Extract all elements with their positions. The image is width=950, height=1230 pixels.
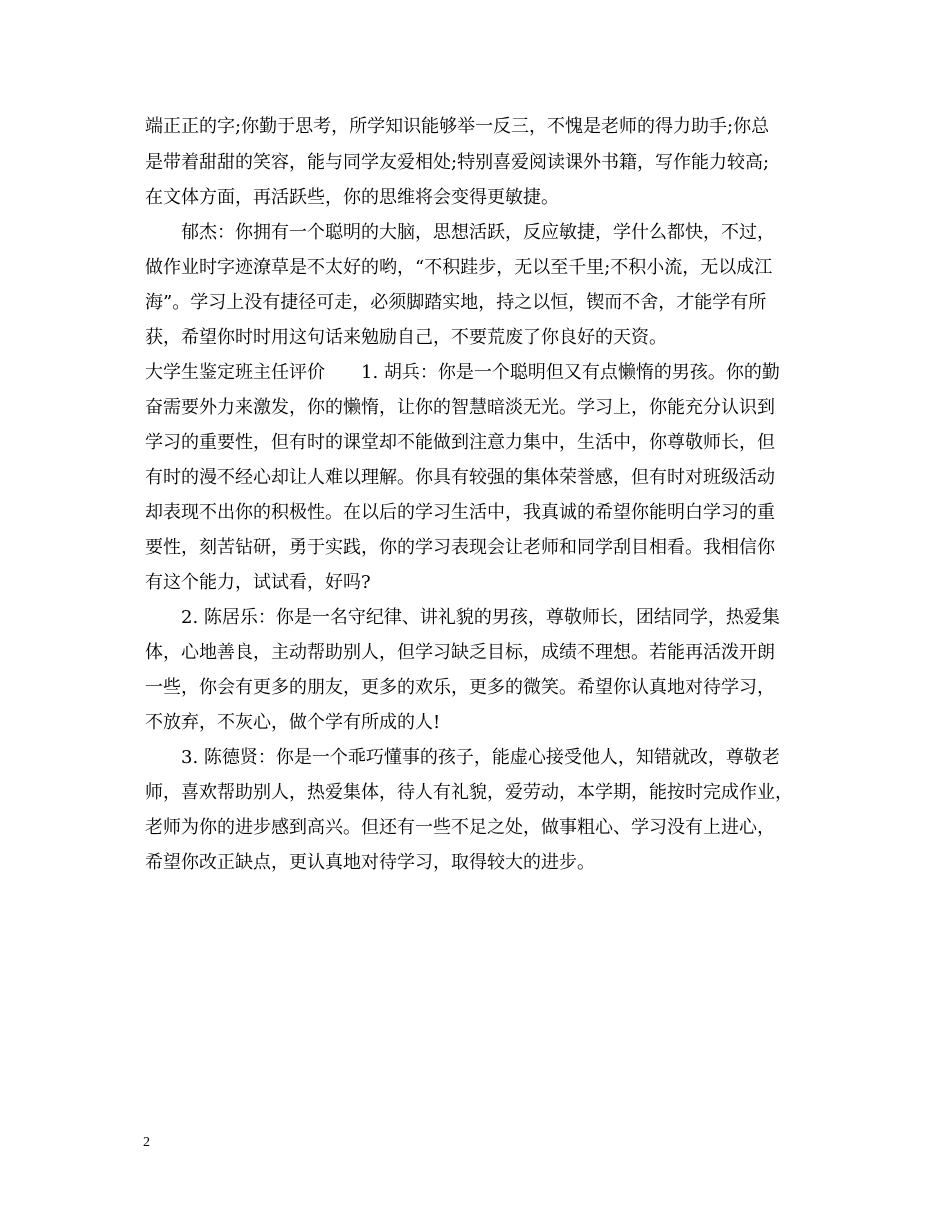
text-line: 3. 陈德贤：你是一个乖巧懂事的孩子，能虚心接受他人，知错就改，尊敬老 (145, 747, 780, 768)
text-line: 获，希望你时时用这句话来勉励自己，不要荒废了你良好的天资。 (145, 327, 667, 348)
text-line: 2. 陈居乐：你是一名守纪律、讲礼貌的男孩，尊敬师长，团结同学，热爱集 (145, 607, 780, 628)
text-line: 希望你改正缺点，更认真地对待学习，取得较大的进步。 (145, 852, 595, 873)
text-line: 不放弃，不灰心，做个学有所成的人! (145, 712, 441, 733)
text-line: 郁杰：你拥有一个聪明的大脑，思想活跃，反应敏捷，学什么都快，不过， (145, 222, 775, 243)
page-number: 2 (143, 1135, 150, 1150)
text-line: 却表现不出你的积极性。在以后的学习生活中，我真诚的希望你能明白学习的重 (145, 502, 775, 523)
text-line: 有这个能力，试试看，好吗? (145, 572, 371, 593)
text-line: 要性，刻苦钻研，勇于实践，你的学习表现会让老师和同学刮目相看。我相信你 (145, 537, 775, 558)
text-line: 一些，你会有更多的朋友，更多的欢乐，更多的微笑。希望你认真地对待学习， (145, 677, 775, 698)
text-line: 老师为你的进步感到高兴。但还有一些不足之处，做事粗心、学习没有上进心， (145, 817, 775, 838)
text-line: 海”。学习上没有捷径可走，必须脚踏实地，持之以恒，锲而不舍，才能学有所 (145, 292, 767, 313)
text-line: 师，喜欢帮助别人，热爱集体，待人有礼貌，爱劳动，本学期，能按时完成作业， (145, 782, 793, 803)
section-heading-line: 大学生鉴定班主任评价 1. 胡兵：你是一个聪明但又有点懒惰的男孩。你的勤 (145, 362, 780, 383)
text-line: 做作业时字迹潦草是不太好的哟，“不积跬步，无以至千里;不积小流，无以成江 (145, 257, 773, 278)
text-line: 在文体方面，再活跃些，你的思维将会变得更敏捷。 (145, 187, 559, 208)
text-line: 有时的漫不经心却让人难以理解。你具有较强的集体荣誉感，但有时对班级活动 (145, 467, 775, 488)
text-line: 奋需要外力来激发，你的懒惰，让你的智慧暗淡无光。学习上，你能充分认识到 (145, 397, 775, 418)
text-line: 学习的重要性，但有时的课堂却不能做到注意力集中，生活中，你尊敬师长，但 (145, 432, 775, 453)
text-line: 端正正的字;你勤于思考，所学知识能够举一反三，不愧是老师的得力助手;你总 (145, 116, 770, 137)
text-line: 体，心地善良，主动帮助别人，但学习缺乏目标，成绩不理想。若能再活泼开朗 (145, 642, 775, 663)
text-line: 是带着甜甜的笑容，能与同学友爱相处;特别喜爱阅读课外书籍，写作能力较高; (145, 152, 770, 173)
